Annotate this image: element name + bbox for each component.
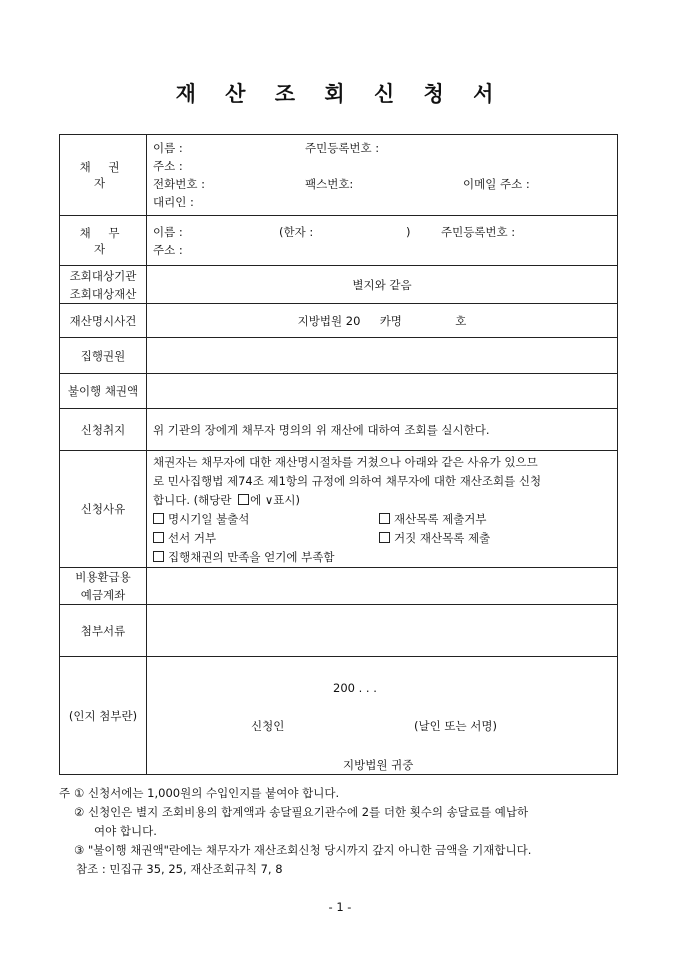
creditor-address-label: 주소 : — [153, 159, 183, 173]
applicant-label: 신청인 — [251, 719, 285, 733]
unpaid-row — [60, 374, 618, 409]
debtor-row — [60, 216, 618, 266]
target-property-label: 조회대상재산 — [69, 286, 137, 301]
option-no-show-label: 명시기일 불출석 — [168, 512, 250, 526]
creditor-label: 채 권 자 — [60, 135, 147, 216]
creditor-rrn-label: 주민등록번호 : — [305, 141, 380, 155]
option-insufficient[interactable] — [153, 550, 335, 564]
option-refuse-list[interactable] — [379, 510, 487, 529]
debtor-info[interactable] — [147, 216, 618, 266]
reason-row — [60, 451, 618, 568]
debtor-rrn-label: 주민등록번호 : — [441, 224, 516, 239]
creditor-phone-label: 전화번호 : — [153, 177, 205, 191]
reason-line-3b: 에 ∨표시) — [250, 493, 300, 507]
creditor-fax-label: 팩스번호: — [305, 177, 354, 191]
purpose-text: 위 기관의 장에게 채무자 명의의 위 재산에 대하여 조회를 실시한다. — [147, 409, 618, 451]
attachments-field[interactable] — [147, 605, 618, 657]
debtor-hanja-label: (한자 : — [279, 224, 314, 239]
reason-line-3a: 합니다. (해당란 — [153, 493, 232, 507]
target-value: 별지와 같음 — [147, 266, 618, 304]
page-number: - 1 - — [328, 900, 352, 914]
attachments-row — [60, 605, 618, 657]
form-title: 재 산 조 회 신 청 서 — [175, 81, 505, 106]
debtor-address-label: 주소 : — [153, 242, 183, 257]
case-value[interactable] — [147, 304, 618, 338]
creditor-agent-label: 대리인 : — [153, 195, 194, 209]
application-date: 200 . . . — [333, 681, 377, 695]
attachments-label: 첨부서류 — [60, 605, 147, 657]
creditor-email-label: 이메일 주소 : — [463, 177, 530, 191]
option-no-show[interactable] — [153, 512, 249, 526]
reason-line-1: 채권자는 채무자에 대한 재산명시절차를 거쳤으나 아래와 같은 사유가 있으므 — [153, 455, 538, 469]
creditor-name-label: 이름 : — [153, 141, 183, 155]
option-insufficient-label: 집행채권의 만족을 얻기에 부족함 — [168, 550, 335, 564]
stamp-label: (인지 첨부란) — [60, 657, 147, 775]
note-reference: 참조 : 민집규 35, 25, 재산조회규칙 7, 8 — [76, 862, 283, 876]
signature-area[interactable] — [147, 657, 618, 775]
note-3: ③ "불이행 채권액"란에는 채무자가 재산조회신청 당시까지 갚지 아니한 금액을 기재합니다. — [74, 843, 532, 857]
case-row — [60, 304, 618, 338]
reason-content — [147, 451, 618, 568]
refund-label-2: 예금계좌 — [80, 588, 126, 602]
unpaid-label: 불이행 채권액 — [60, 374, 147, 409]
refund-account-field[interactable] — [147, 568, 618, 605]
checkbox-icon — [238, 494, 249, 505]
debtor-hanja-close: ) — [406, 224, 411, 239]
option-refuse-oath-label: 선서 거부 — [168, 531, 217, 545]
purpose-label: 신청취지 — [60, 409, 147, 451]
notes-prefix: 주 — [59, 786, 71, 800]
seal-label: (날인 또는 서명) — [414, 719, 497, 733]
note-2: ② 신청인은 별지 조회비용의 합계액과 송달필요기관수에 2를 더한 횟수의 송달료를 예납하 — [74, 805, 529, 819]
case-suffix: 호 — [455, 313, 467, 328]
refund-row — [60, 568, 618, 605]
unpaid-field[interactable] — [147, 374, 618, 409]
checkbox-icon[interactable] — [153, 532, 164, 543]
case-court: 지방법원 20 — [297, 313, 361, 328]
note-2-cont: 여야 합니다. — [94, 824, 157, 838]
checkbox-icon[interactable] — [379, 532, 390, 543]
application-form-table — [59, 134, 618, 775]
court-addressee: 지방법원 귀중 — [343, 758, 414, 772]
execution-title-label: 집행권원 — [60, 338, 147, 374]
checkbox-icon[interactable] — [153, 513, 164, 524]
checkbox-icon[interactable] — [153, 551, 164, 562]
creditor-info[interactable] — [147, 135, 618, 216]
purpose-row — [60, 409, 618, 451]
option-false-list[interactable] — [379, 529, 490, 548]
case-label: 재산명시사건 — [60, 304, 147, 338]
reason-line-2: 로 민사집행법 제74조 제1항의 규정에 의하여 채무자에 대한 재산조회를 신청 — [153, 474, 542, 488]
target-institution-label: 조회대상기관 — [69, 268, 137, 283]
case-type: 카명 — [379, 313, 402, 328]
reason-label: 신청사유 — [60, 451, 147, 568]
checkbox-icon[interactable] — [379, 513, 390, 524]
debtor-label: 채 무 자 — [60, 216, 147, 266]
refund-label — [60, 568, 147, 605]
note-1: ① 신청서에는 1,000원의 수입인지를 붙여야 합니다. — [74, 786, 340, 800]
execution-title-field[interactable] — [147, 338, 618, 374]
option-refuse-list-label: 재산목록 제출거부 — [394, 512, 487, 526]
execution-title-row — [60, 338, 618, 374]
target-row — [60, 266, 618, 304]
stamp-row — [60, 657, 618, 775]
option-false-list-label: 거짓 재산목록 제출 — [394, 531, 491, 545]
target-label — [60, 266, 147, 304]
refund-label-1: 비용환급용 — [75, 570, 131, 584]
option-refuse-oath[interactable] — [153, 531, 216, 545]
footnotes — [59, 784, 629, 879]
debtor-name-label: 이름 : — [153, 224, 183, 239]
creditor-row — [60, 135, 618, 216]
